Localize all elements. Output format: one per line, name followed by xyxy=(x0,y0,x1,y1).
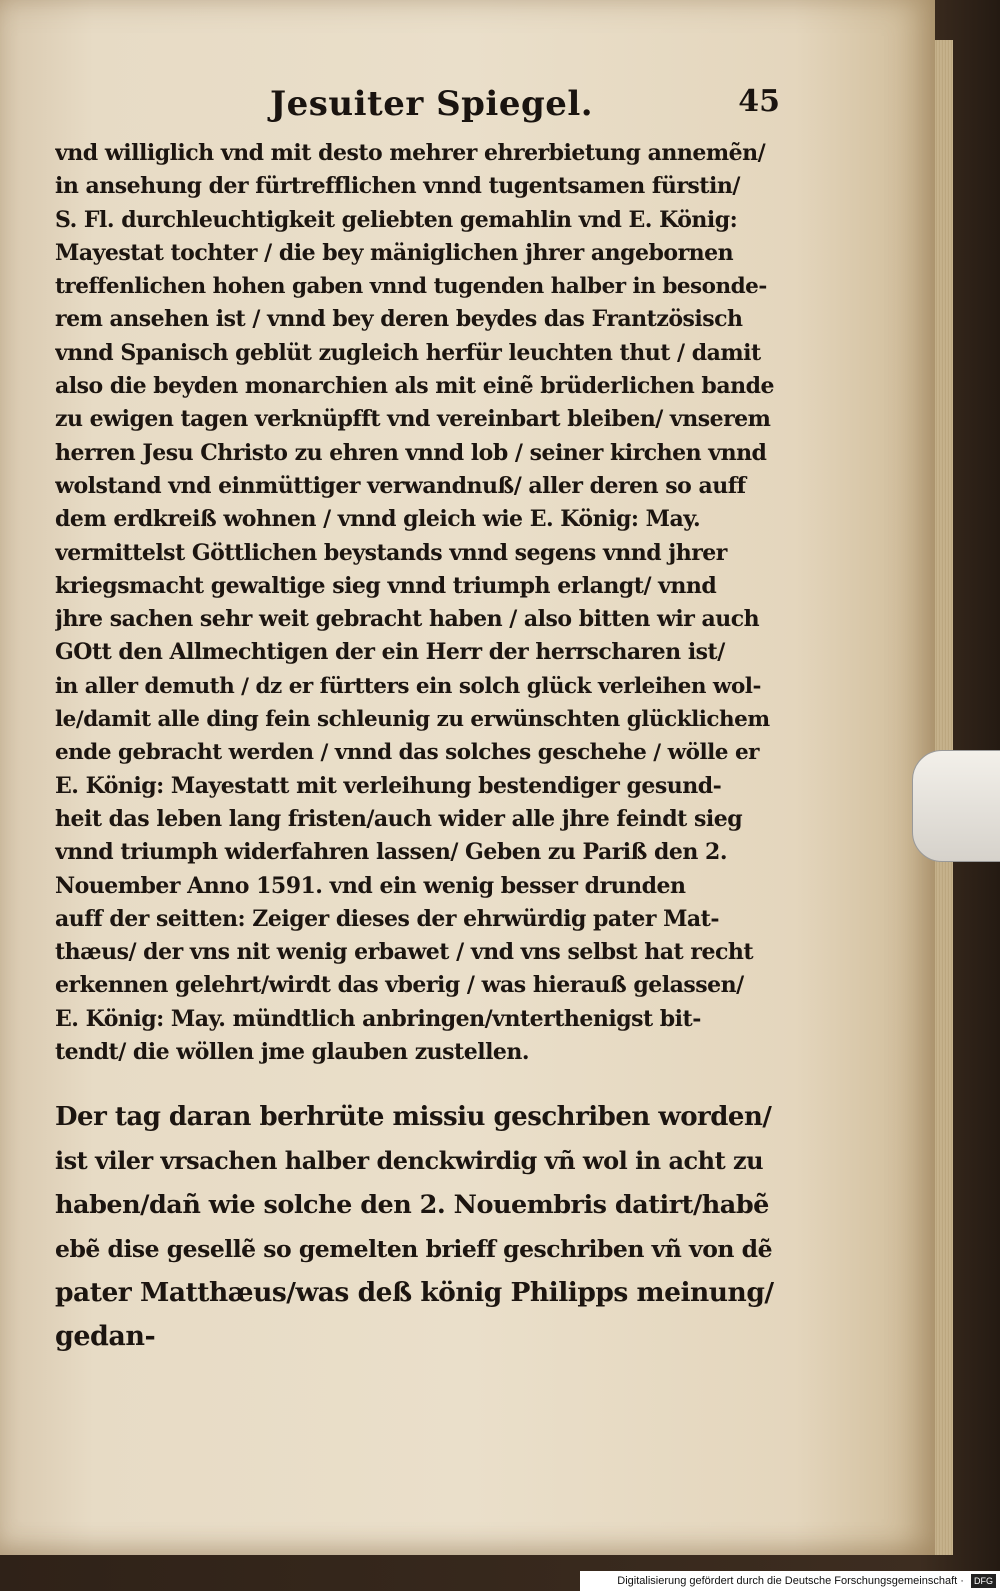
text-line: herren Jesu Christo zu ehren vnnd lob / seiner kirchen vnnd xyxy=(55,439,767,466)
text-line: erkennen gelehrt/wirdt das vberig / was hierauß gelassen/ xyxy=(55,972,744,999)
commentary-line: ist viler vrsachen halber denckwirdig vñ wol in acht zu xyxy=(55,1146,764,1176)
text-line: le/damit alle ding fein schleunig zu erwünschten glücklichem xyxy=(55,707,770,733)
paragraph-gap xyxy=(55,1069,775,1095)
commentary-line: gedan- xyxy=(55,1321,156,1353)
text-line: jhre sachen sehr weit gebracht haben / also bitten wir auch xyxy=(55,606,760,633)
text-line: E. König: Mayestatt mit verleihung bestendiger gesund- xyxy=(55,772,722,799)
commentary-line: pater Matthæus/was deß könig Philipps meinung/ xyxy=(55,1277,774,1309)
bookmark-tab xyxy=(912,750,1000,862)
text-line: zu ewigen tagen verknüpfft vnd vereinbart bleiben/ vnserem xyxy=(55,406,771,433)
text-line: S. Fl. durchleuchtigkeit geliebten gemahlin vnd E. König: xyxy=(55,206,738,233)
text-line: rem ansehen ist / vnnd bey deren beydes das Frantzösisch xyxy=(55,306,743,333)
letter-text xyxy=(55,137,775,1069)
text-line: also die beyden monarchien als mit einẽ brüderlichen bande xyxy=(55,373,774,400)
commentary-line: ebẽ dise gesellẽ so gemelten brieff geschriben vñ von dẽ xyxy=(55,1235,773,1264)
text-line: auff der seitten: Zeiger dieses der ehrwürdig pater Mat- xyxy=(55,905,719,932)
text-line: dem erdkreiß wohnen / vnnd gleich wie E. König: May. xyxy=(55,506,701,533)
page-header xyxy=(270,84,780,134)
text-line: thæus/ der vns nit wenig erbawet / vnd vns selbst hat recht xyxy=(55,939,754,966)
text-line: vermittelst Göttlichen beystands vnnd segens vnnd jhrer xyxy=(55,539,727,566)
credit-text: Digitalisierung gefördert durch die Deutsche Forschungsgemeinschaft · xyxy=(617,1575,964,1587)
text-line: Nouember Anno 1591. vnd ein wenig besser drunden xyxy=(55,872,686,899)
text-line: in ansehung der fürtrefflichen vnnd tugentsamen fürstin/ xyxy=(55,173,740,200)
text-line: tendt/ die wöllen jme glauben zustellen. xyxy=(55,1039,530,1066)
text-line: Mayestat tochter / die bey mäniglichen jhrer angebornen xyxy=(55,239,734,266)
text-line: vnnd Spanisch geblüt zugleich herfür leuchten thut / damit xyxy=(55,339,761,366)
text-line: in aller demuth / dz er fürtters ein solch glück verleihen wol- xyxy=(55,673,761,699)
page-number: 45 xyxy=(738,84,780,119)
running-title: Jesuiter Spiegel. xyxy=(270,84,594,124)
commentary-line: haben/dañ wie solche den 2. Nouembris datirt/habẽ xyxy=(55,1190,769,1221)
text-line: treffenlichen hohen gaben vnnd tugenden halber in besonde- xyxy=(55,274,767,300)
text-line: kriegsmacht gewaltige sieg vnnd triumph erlangt/ vnnd xyxy=(55,572,717,599)
dfg-logo: DFG xyxy=(971,1574,996,1588)
text-block xyxy=(55,137,775,1359)
text-line: wolstand vnd einmüttiger verwandnuß/ aller deren so auff xyxy=(55,472,746,499)
text-line: heit das leben lang fristen/auch wider alle jhre feindt sieg xyxy=(55,805,743,832)
text-line: vnnd triumph widerfahren lassen/ Geben zu Pariß den 2. xyxy=(55,839,728,866)
text-line: E. König: May. mündtlich anbringen/vnterthenigst bit- xyxy=(55,1005,701,1032)
digitization-credit xyxy=(580,1571,1000,1591)
text-line: vnd williglich vnd mit desto mehrer ehrerbietung annemẽn/ xyxy=(55,140,766,166)
text-line: GOtt den Allmechtigen der ein Herr der herrscharen ist/ xyxy=(55,639,725,666)
commentary-line: Der tag daran berhrüte missiu geschriben worden/ xyxy=(55,1102,772,1133)
commentary-text xyxy=(55,1095,775,1359)
text-line: ende gebracht werden / vnnd das solches geschehe / wölle er xyxy=(55,740,759,766)
